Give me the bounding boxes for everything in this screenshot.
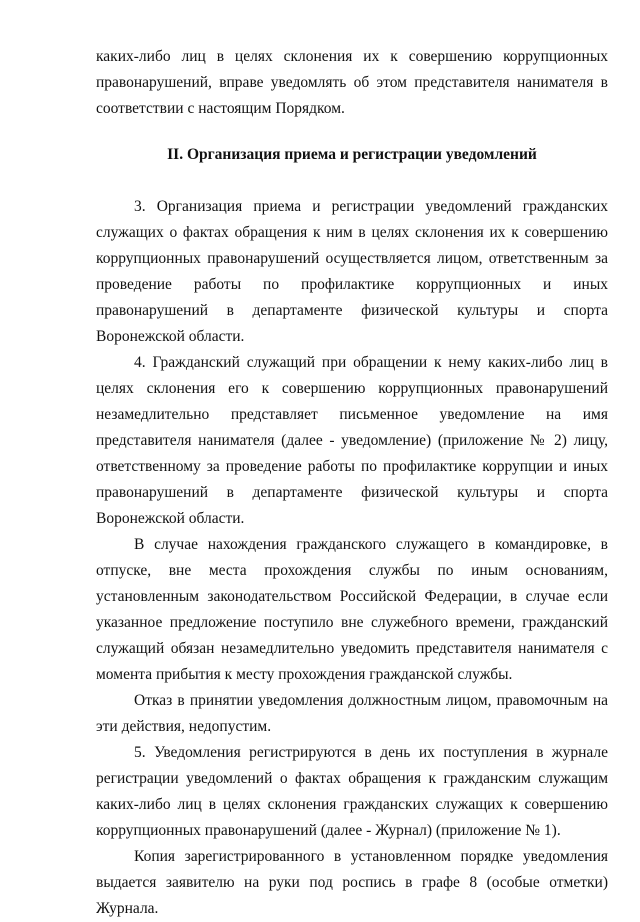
paragraph-3: 3. Организация приема и регистрации уведомлений гражданских служащих о фактах обращения к ним в целях склонения их к совершению коррупционных правонарушений осуществляется лицом, ответственным за проведение работы по профилактике коррупционных и иных правонарушений в департаменте физической культуры и спорта Воронежской области. [96,198,608,345]
paragraph-business-trip: В случае нахождения гражданского служащего в командировке, в отпуске, вне места прохождения службы по иным основаниям, установленным законодательством Российской Федерации, в случае если указанное предложение поступило вне служебного времени, гражданский служащий обязан незамедлительно уведомить представителя нанимателя с момента прибытия к месту прохождения гражданской службы. [96,536,608,683]
paragraph-4: 4. Гражданский служащий при обращении к нему каких-либо лиц в целях склонения его к совершению коррупционных правонарушений незамедлительно представляет письменное уведомление на имя представителя нанимателя (далее - уведомление) (приложение № 2) лицу, ответственному за проведение работы по профилактике коррупции и иных правонарушений в департаменте физической культуры и спорта Воронежской области. [96,354,608,527]
paragraph-refusal: Отказ в принятии уведомления должностным лицом, правомочным на эти действия, недопустим. [96,692,608,735]
body-paragraphs-block [96,194,608,922]
paragraph-copy: Копия зарегистрированного в установленном порядке уведомления выдается заявителю на руки под роспись в графе 8 (особые отметки) Журнала. [96,848,608,917]
section-heading: II. Организация приема и регистрации уведомлений [167,146,537,163]
paragraph-5: 5. Уведомления регистрируются в день их поступления в журнале регистрации уведомлений о фактах обращения к гражданским служащим каких-либо лиц в целях склонения гражданских служащих к совершению коррупционных правонарушений (далее - Журнал) (приложение № 1). [96,744,608,839]
intro-paragraph-block [96,44,608,122]
intro-paragraph: каких-либо лиц в целях склонения их к совершению коррупционных правонарушений, вправе уведомлять об этом представителя нанимателя в соответствии с настоящим Порядком. [96,48,608,117]
